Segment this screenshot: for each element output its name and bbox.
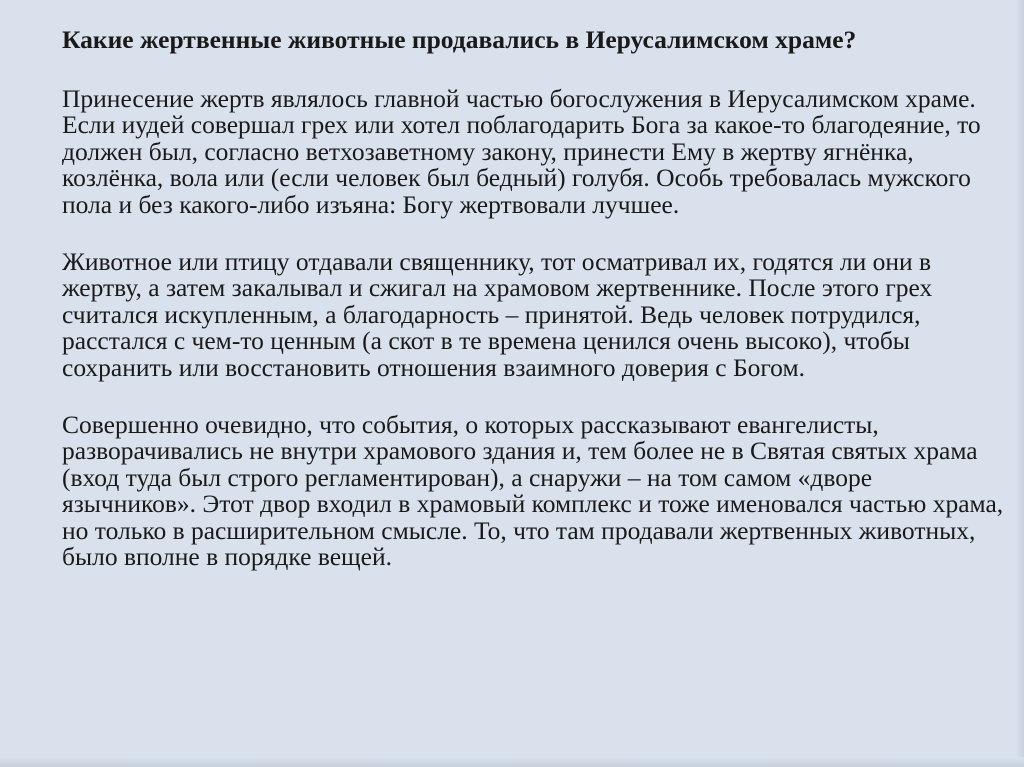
slide-edge-shadow-right: [1016, 0, 1024, 767]
paragraph-court-of-gentiles: Совершенно очевидно, что события, о которых рассказывают евангелисты, разворачивались не внутри храмового здания и, тем более не в Святая святых храма (вход туда был строго регламентирован), а снаружи – на том самом «дворе язычников». Этот двор входил в храмовый комплекс и тоже именовался частью храма, но только в расширительном смысле. То, что там продавали жертвенных животных, было вполне в порядке вещей.: [62, 410, 1004, 572]
paragraph-priest: Животное или птицу отдавали священнику, тот осматривал их, годятся ли они в жертву, а затем закалывал и сжигал на храмовом жертвеннике. После этого грех считался искупленным, а благодарность – принятой. Ведь человек потрудился, расстался с чем-то ценным (а скот в те времена ценился очень высоко), чтобы сохранить или восстановить отношения взаимного доверия с Богом.: [62, 247, 933, 382]
paragraph-sacrifice: Принесение жертв являлось главной частью богослужения в Иерусалимском храме. Если иудей совершал грех или хотел поблагодарить Бога за какое-то благодеяние, то должен был, согласно ветхозаветному закону, принести Ему в жертву ягнёнка, козлёнка, вола или (если человек был бедный) голубя. Особь требовалась мужского пола и без какого-либо изъяна: Богу жертвовали лучшее.: [62, 84, 981, 219]
slide-title: Какие жертвенные животные продавались в Иерусалимском храме?: [62, 25, 857, 54]
slide-edge-shadow-bottom: [0, 757, 1024, 767]
slide-content: [62, 24, 1012, 571]
